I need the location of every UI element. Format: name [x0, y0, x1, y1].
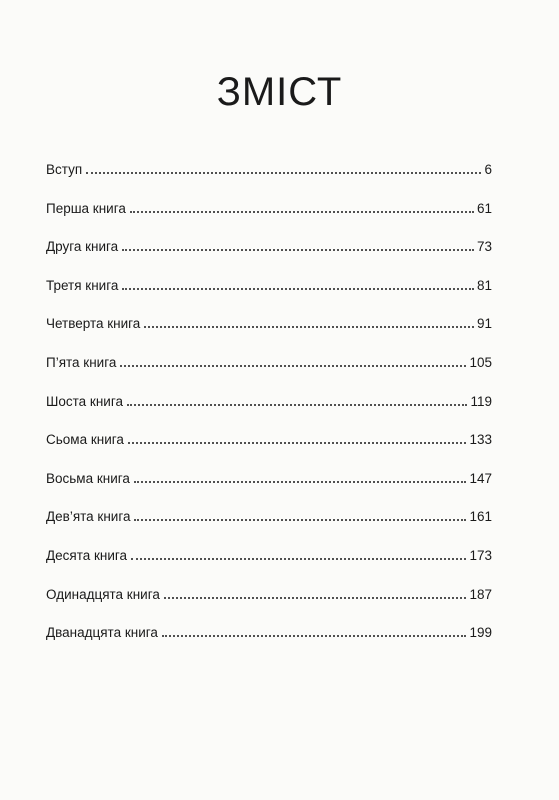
toc-entry-book-2: [46, 234, 492, 273]
toc-entry-page: 6: [484, 162, 492, 177]
toc-entry-book-11: [46, 582, 492, 621]
toc-entry-page: 147: [469, 470, 492, 486]
toc-entry-page: 173: [469, 547, 492, 563]
toc-entry-title: Одинадцята книга: [46, 586, 160, 602]
toc-entry-book-8: [46, 466, 492, 505]
toc-entry-title: Дванадцята книга: [46, 625, 158, 641]
toc-entry-title: Сьома книга: [46, 432, 124, 448]
toc-entry-title: Перша книга: [46, 200, 126, 216]
toc-entry-page: 161: [469, 509, 492, 525]
toc-entry-page: 81: [476, 277, 492, 293]
toc-entry-page: 119: [470, 393, 492, 409]
toc-entry-title: Друга книга: [46, 239, 119, 255]
toc-entry-book-3: [46, 273, 492, 312]
toc-entry-book-10: [46, 543, 492, 582]
toc-entry-book-4: [46, 311, 492, 350]
toc-entry-book-7: [46, 427, 492, 466]
toc-entry-book-6: [46, 389, 492, 428]
toc-entry-page: 73: [476, 239, 492, 255]
toc-entry-page: 91: [476, 316, 492, 332]
dot-leader: [122, 248, 474, 251]
toc-entry-page: 199: [469, 625, 492, 641]
toc-entry-title: Десята книга: [46, 547, 128, 563]
table-of-contents: [46, 157, 492, 659]
toc-entry-book-5: [46, 350, 492, 389]
toc-entry-page: 133: [469, 432, 492, 448]
dot-leader: [134, 480, 467, 483]
dot-leader: [130, 210, 474, 213]
toc-entry-book-9: [46, 504, 492, 543]
toc-entry-intro: [46, 157, 492, 196]
toc-entry-page: 105: [469, 354, 492, 370]
dot-leader: [128, 441, 467, 444]
toc-entry-title: Четверта книга: [46, 316, 141, 332]
dot-leader: [131, 557, 466, 560]
toc-entry-book-1: [46, 196, 492, 235]
toc-entry-book-12: [46, 620, 492, 659]
toc-entry-title: П’ята книга: [46, 354, 117, 370]
toc-entry-title: Вступ: [46, 162, 83, 177]
dot-leader: [122, 287, 474, 290]
toc-entry-title: Шоста книга: [46, 393, 123, 409]
toc-entry-title: Дев’ята книга: [46, 509, 131, 525]
dot-leader: [120, 364, 466, 367]
dot-leader: [134, 518, 466, 521]
dot-leader: [164, 596, 467, 599]
toc-entry-page: 187: [469, 586, 492, 602]
dot-leader: [162, 634, 467, 637]
dot-leader: [127, 403, 468, 406]
page-title: ЗМІСТ: [216, 70, 343, 114]
dot-leader: [144, 325, 474, 328]
toc-entry-title: Третя книга: [46, 277, 119, 293]
toc-entry-title: Восьма книга: [46, 470, 130, 486]
toc-entry-page: 61: [476, 200, 492, 216]
dot-leader: [86, 171, 481, 174]
